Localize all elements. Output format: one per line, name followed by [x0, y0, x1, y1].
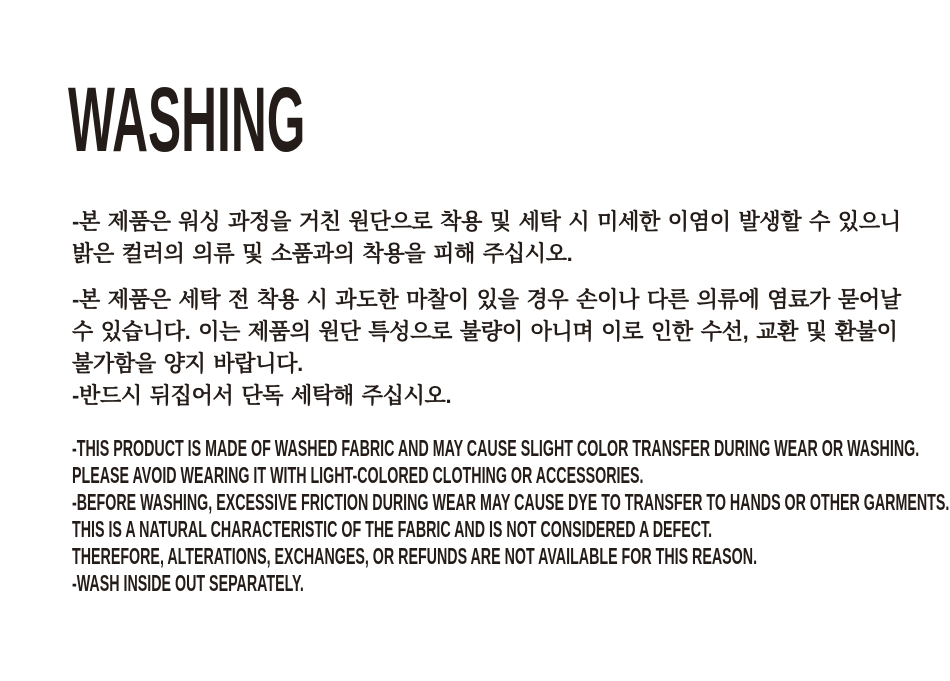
text-line: -THIS PRODUCT IS MADE OF WASHED FABRIC AND MAY CAUSE SLIGHT COLOR TRANSFER DURING WEAR OR WASHING. — [72, 435, 920, 461]
text-line: 밝은 컬러의 의류 및 소품과의 착용을 피해 주십시오. — [72, 241, 573, 266]
text-line: -BEFORE WASHING, EXCESSIVE FRICTION DURING WEAR MAY CAUSE DYE TO TRANSFER TO HANDS OR OTHER GARMENTS. — [72, 489, 950, 515]
text-line: -본 제품은 워싱 과정을 거친 원단으로 착용 및 세탁 시 미세한 이염이 발생할 수 있으니 — [72, 209, 901, 234]
text-line: THIS IS A NATURAL CHARACTERISTIC OF THE FABRIC AND IS NOT CONSIDERED A DEFECT. — [72, 516, 713, 542]
text-line: PLEASE AVOID WEARING IT WITH LIGHT-COLORED CLOTHING OR ACCESSORIES. — [72, 462, 644, 488]
korean-paragraph-friction-dye — [72, 284, 930, 380]
text-line: 불가함을 양지 바랍니다. — [72, 351, 303, 376]
english-instructions — [72, 435, 950, 597]
page-title: WASHING — [68, 69, 306, 171]
text-line: -본 제품은 세탁 전 착용 시 과도한 마찰이 있을 경우 손이나 다른 의류에 염료가 묻어날 — [72, 287, 901, 312]
korean-paragraph-wash-inside-out — [72, 380, 930, 412]
korean-paragraph-color-transfer — [72, 206, 930, 270]
text-line: 수 있습니다. 이는 제품의 원단 특성으로 불량이 아니며 이로 인한 수선, 교환 및 환불이 — [72, 319, 898, 344]
text-line: THEREFORE, ALTERATIONS, EXCHANGES, OR REFUNDS ARE NOT AVAILABLE FOR THIS REASON. — [72, 543, 758, 569]
text-line: -WASH INSIDE OUT SEPARATELY. — [72, 570, 304, 596]
text-line: -반드시 뒤집어서 단독 세탁해 주십시오. — [72, 383, 452, 408]
